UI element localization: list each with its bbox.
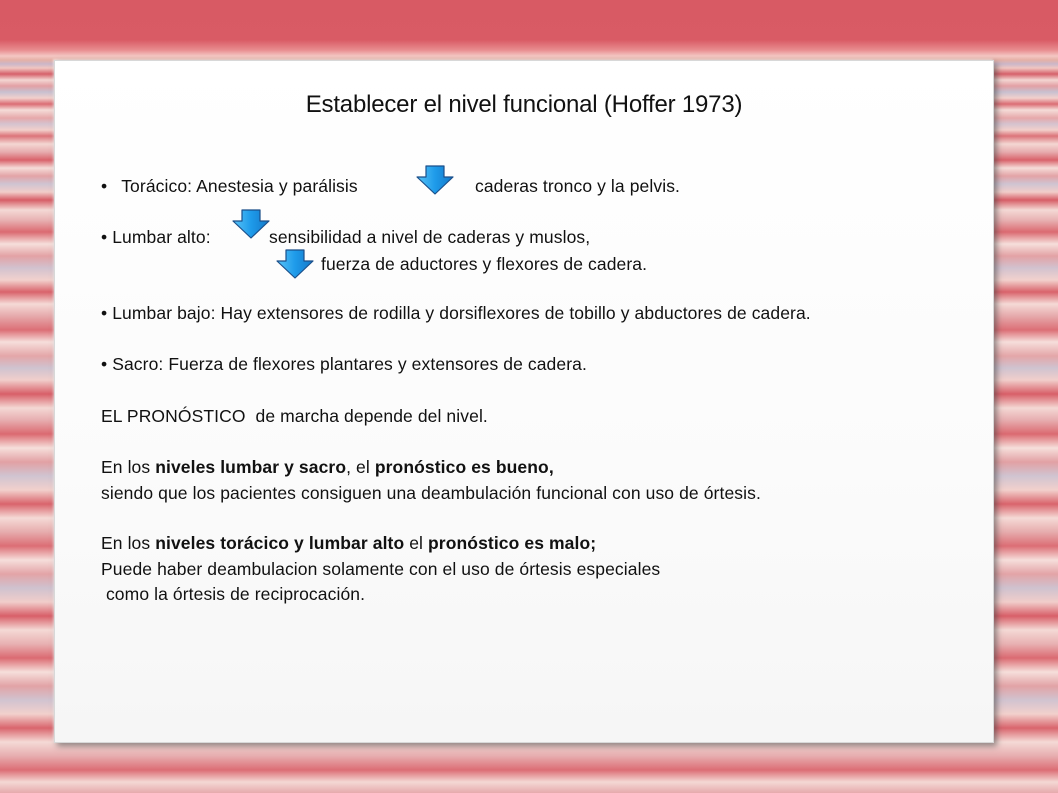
pronostico-malo-line2: Puede haber deambulacion solamente con el uso de órtesis especiales	[101, 559, 661, 579]
item-toracico	[101, 176, 358, 197]
bold-run: niveles torácico y lumbar alto	[155, 533, 405, 553]
text-run: , el	[346, 457, 375, 477]
text-run: En los	[101, 533, 156, 553]
slide-title: Establecer el nivel funcional (Hoffer 1973)	[305, 91, 743, 118]
item-lumbar-alto: • Lumbar alto:	[101, 227, 211, 247]
slide-panel	[54, 60, 994, 743]
bold-run: niveles lumbar y sacro	[155, 457, 347, 477]
item-toracico-text: Torácico: Anestesia y parálisis	[121, 176, 358, 196]
arrow-down-icon	[232, 209, 270, 239]
text-run: el	[404, 533, 429, 553]
item-lumbar-bajo: • Lumbar bajo: Hay extensores de rodilla y dorsiflexores de tobillo y abductores de cadera.	[101, 303, 811, 323]
bullet: •	[101, 176, 108, 196]
item-toracico-after: caderas tronco y la pelvis.	[475, 176, 681, 196]
pronostico-malo	[101, 533, 596, 554]
pronostico-bueno	[101, 457, 554, 478]
item-sacro: • Sacro: Fuerza de flexores plantares y extensores de cadera.	[101, 354, 587, 374]
arrow-down-icon	[416, 165, 454, 195]
text-run: En los	[101, 457, 156, 477]
arrow-down-icon	[276, 249, 314, 279]
bold-run: pronóstico es malo;	[428, 533, 597, 553]
bold-run: pronóstico es bueno,	[374, 457, 554, 477]
item-lumbar-alto-after: sensibilidad a nivel de caderas y muslos,	[269, 227, 591, 247]
pronostico-malo-line3: como la órtesis de reciprocación.	[101, 584, 366, 604]
pronostico-bueno-line2: siendo que los pacientes consiguen una deambulación funcional con uso de órtesis.	[101, 483, 761, 503]
pronostico-text: EL PRONÓSTICO de marcha depende del nivel.	[101, 406, 488, 426]
item-lumbar-alto-line2: fuerza de aductores y flexores de cadera.	[321, 254, 648, 274]
